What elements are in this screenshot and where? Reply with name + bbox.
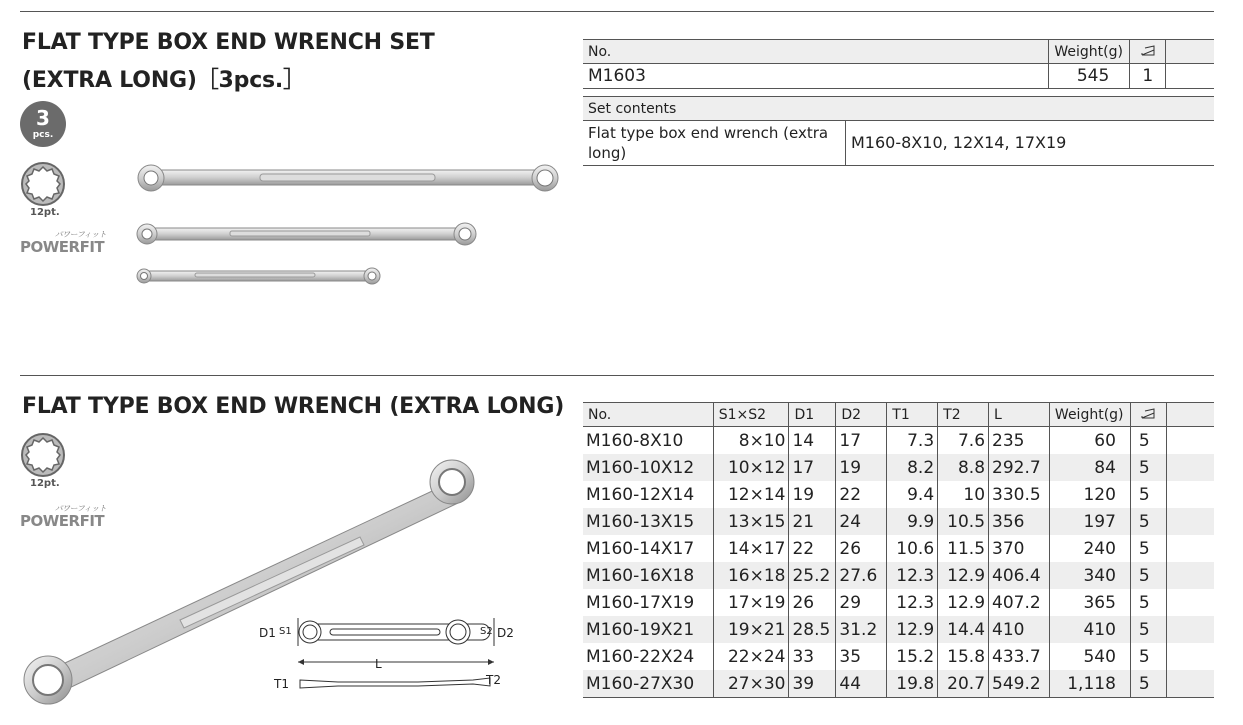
- qty-value: 5: [1130, 643, 1166, 670]
- pack-icon: [1130, 403, 1166, 427]
- empty-cell: [1166, 481, 1214, 508]
- set-contents-label: Flat type box end wrench (extra long): [583, 121, 846, 166]
- empty-cell: [1166, 589, 1214, 616]
- 12-point-icon: [20, 161, 66, 207]
- weight-value: 365: [1049, 589, 1130, 616]
- l-value: 370: [989, 535, 1050, 562]
- empty-cell: [1166, 643, 1214, 670]
- single-title: FLAT TYPE BOX END WRENCH (EXTRA LONG): [22, 394, 565, 419]
- header-size: S1×S2: [713, 403, 789, 427]
- size: 10×12: [713, 454, 789, 481]
- d1-value: 22: [789, 535, 836, 562]
- t2-value: 15.8: [938, 643, 989, 670]
- l-value: 433.7: [989, 643, 1050, 670]
- qty-value: 5: [1130, 562, 1166, 589]
- set-contents-header: Set contents: [583, 97, 1214, 121]
- l-value: 407.2: [989, 589, 1050, 616]
- set-empty: [1166, 64, 1214, 89]
- t2-value: 10: [938, 481, 989, 508]
- qty-value: 5: [1130, 454, 1166, 481]
- weight-value: 240: [1049, 535, 1130, 562]
- empty-cell: [1166, 670, 1214, 698]
- set-qty: 1: [1130, 64, 1166, 89]
- header-no: No.: [583, 403, 713, 427]
- set-spec-table: [583, 39, 1214, 89]
- qty-value: 5: [1130, 616, 1166, 643]
- t1-value: 12.3: [887, 562, 938, 589]
- table-row: [583, 481, 1214, 508]
- size: 22×24: [713, 643, 789, 670]
- d1-value: 19: [789, 481, 836, 508]
- d1-value: 14: [789, 427, 836, 455]
- set-contents-row: [583, 121, 1214, 166]
- set-no: M1603: [583, 64, 1049, 89]
- set-title-line2: (EXTRA LONG)［3pcs.］: [22, 68, 305, 93]
- l-value: 235: [989, 427, 1050, 455]
- l-value: 330.5: [989, 481, 1050, 508]
- table-row: [583, 562, 1214, 589]
- table-row: [583, 454, 1214, 481]
- d1-value: 25.2: [789, 562, 836, 589]
- wrench-spec-table: [583, 402, 1214, 698]
- d1-value: 26: [789, 589, 836, 616]
- l-value: 549.2: [989, 670, 1050, 698]
- model-no: M160-16X18: [583, 562, 713, 589]
- qty-value: 5: [1130, 670, 1166, 698]
- empty-cell: [1166, 535, 1214, 562]
- label-t1: T1: [274, 677, 289, 691]
- set-weight: 545: [1049, 64, 1130, 89]
- weight-value: 120: [1049, 481, 1130, 508]
- section2-divider: [20, 375, 1214, 376]
- weight-value: 60: [1049, 427, 1130, 455]
- l-value: 406.4: [989, 562, 1050, 589]
- pieces-badge-unit: pcs.: [32, 130, 54, 140]
- d2-value: 35: [836, 643, 887, 670]
- dimension-diagram: [258, 612, 518, 692]
- weight-value: 84: [1049, 454, 1130, 481]
- d2-value: 22: [836, 481, 887, 508]
- header-t2: T2: [938, 403, 989, 427]
- t1-value: 9.4: [887, 481, 938, 508]
- table-row: [583, 589, 1214, 616]
- header-empty: [1166, 40, 1214, 64]
- powerfit-logo-text: POWERFIT: [20, 238, 105, 256]
- d1-value: 39: [789, 670, 836, 698]
- table-row: [583, 670, 1214, 698]
- t2-value: 14.4: [938, 616, 989, 643]
- t2-value: 20.7: [938, 670, 989, 698]
- l-value: 356: [989, 508, 1050, 535]
- table-row: [583, 616, 1214, 643]
- model-no: M160-19X21: [583, 616, 713, 643]
- t1-value: 10.6: [887, 535, 938, 562]
- l-value: 292.7: [989, 454, 1050, 481]
- model-no: M160-10X12: [583, 454, 713, 481]
- qty-value: 5: [1130, 508, 1166, 535]
- powerfit-logo-kana-2: パワーフィット: [54, 504, 107, 513]
- d2-value: 26: [836, 535, 887, 562]
- size: 16×18: [713, 562, 789, 589]
- table-row: [583, 427, 1214, 455]
- pieces-badge: [20, 101, 66, 147]
- t1-value: 8.2: [887, 454, 938, 481]
- empty-cell: [1166, 616, 1214, 643]
- header-empty: [1166, 403, 1214, 427]
- label-t2: T2: [486, 673, 501, 687]
- point-label: 12pt.: [30, 207, 60, 218]
- set-contents-value: M160-8X10, 12X14, 17X19: [846, 121, 1215, 166]
- empty-cell: [1166, 562, 1214, 589]
- qty-value: 5: [1130, 535, 1166, 562]
- header-weight: Weight(g): [1049, 403, 1130, 427]
- t2-value: 8.8: [938, 454, 989, 481]
- table-row: [583, 508, 1214, 535]
- d2-value: 17: [836, 427, 887, 455]
- weight-value: 1,118: [1049, 670, 1130, 698]
- size: 27×30: [713, 670, 789, 698]
- set-spec-row: [583, 64, 1214, 89]
- weight-value: 540: [1049, 643, 1130, 670]
- qty-value: 5: [1130, 481, 1166, 508]
- size: 8×10: [713, 427, 789, 455]
- set-contents-header-row: [583, 97, 1214, 121]
- model-no: M160-13X15: [583, 508, 713, 535]
- weight-value: 410: [1049, 616, 1130, 643]
- qty-value: 5: [1130, 427, 1166, 455]
- d2-value: 29: [836, 589, 887, 616]
- pack-icon: [1130, 40, 1166, 64]
- header-weight: Weight(g): [1049, 40, 1130, 64]
- d2-value: 19: [836, 454, 887, 481]
- header-l: L: [989, 403, 1050, 427]
- qty-value: 5: [1130, 589, 1166, 616]
- label-s1: S1: [279, 626, 292, 637]
- d2-value: 44: [836, 670, 887, 698]
- header-no: No.: [583, 40, 1049, 64]
- set-contents-table: [583, 96, 1214, 166]
- wrench-set-image: [135, 158, 563, 288]
- header-d1: D1: [789, 403, 836, 427]
- wrench-spec-header-row: [583, 403, 1214, 427]
- weight-value: 340: [1049, 562, 1130, 589]
- model-no: M160-12X14: [586, 484, 695, 505]
- set-spec-header-row: [583, 40, 1214, 64]
- table-row: [583, 535, 1214, 562]
- empty-cell: [1166, 427, 1214, 455]
- t1-value: 12.3: [887, 589, 938, 616]
- d1-value: 17: [789, 454, 836, 481]
- t1-value: 15.2: [887, 643, 938, 670]
- d1-value: 28.5: [789, 616, 836, 643]
- table-row: [583, 643, 1214, 670]
- t2-value: 7.6: [938, 427, 989, 455]
- d1-value: 21: [789, 508, 836, 535]
- powerfit-logo: [20, 230, 107, 256]
- empty-cell: [1166, 454, 1214, 481]
- powerfit-logo-kana: パワーフィット: [54, 230, 107, 239]
- t1-value: 19.8: [887, 670, 938, 698]
- size: 19×21: [713, 616, 789, 643]
- model-no: M160-17X19: [586, 592, 695, 613]
- header-t1: T1: [887, 403, 938, 427]
- set-title-line1: FLAT TYPE BOX END WRENCH SET: [22, 30, 435, 55]
- powerfit-logo-text-2: POWERFIT: [20, 512, 105, 530]
- model-no: M160-27X30: [583, 670, 713, 698]
- model-no: M160-14X17: [586, 538, 695, 559]
- label-s2: S2: [480, 626, 493, 637]
- size: 13×15: [713, 508, 789, 535]
- point-label-2: 12pt.: [30, 478, 60, 489]
- section1-divider: [20, 11, 1214, 12]
- d2-value: 24: [836, 508, 887, 535]
- empty-cell: [1166, 508, 1214, 535]
- t2-value: 11.5: [938, 535, 989, 562]
- d1-value: 33: [789, 643, 836, 670]
- t1-value: 9.9: [887, 508, 938, 535]
- t1-value: 7.3: [887, 427, 938, 455]
- label-d1: D1: [259, 626, 276, 640]
- t2-value: 12.9: [938, 589, 989, 616]
- d2-value: 27.6: [836, 562, 887, 589]
- t2-value: 10.5: [938, 508, 989, 535]
- size: 14×17: [713, 535, 789, 562]
- l-value: 410: [989, 616, 1050, 643]
- pieces-badge-number: 3: [36, 106, 50, 130]
- weight-value: 197: [1049, 508, 1130, 535]
- header-d2: D2: [836, 403, 887, 427]
- model-no: M160-8X10: [586, 430, 684, 451]
- d2-value: 31.2: [836, 616, 887, 643]
- size: 12×14: [713, 481, 789, 508]
- label-l: L: [375, 657, 382, 671]
- size: 17×19: [713, 589, 789, 616]
- model-no: M160-22X24: [586, 646, 695, 667]
- t1-value: 12.9: [887, 616, 938, 643]
- t2-value: 12.9: [938, 562, 989, 589]
- label-d2: D2: [497, 626, 514, 640]
